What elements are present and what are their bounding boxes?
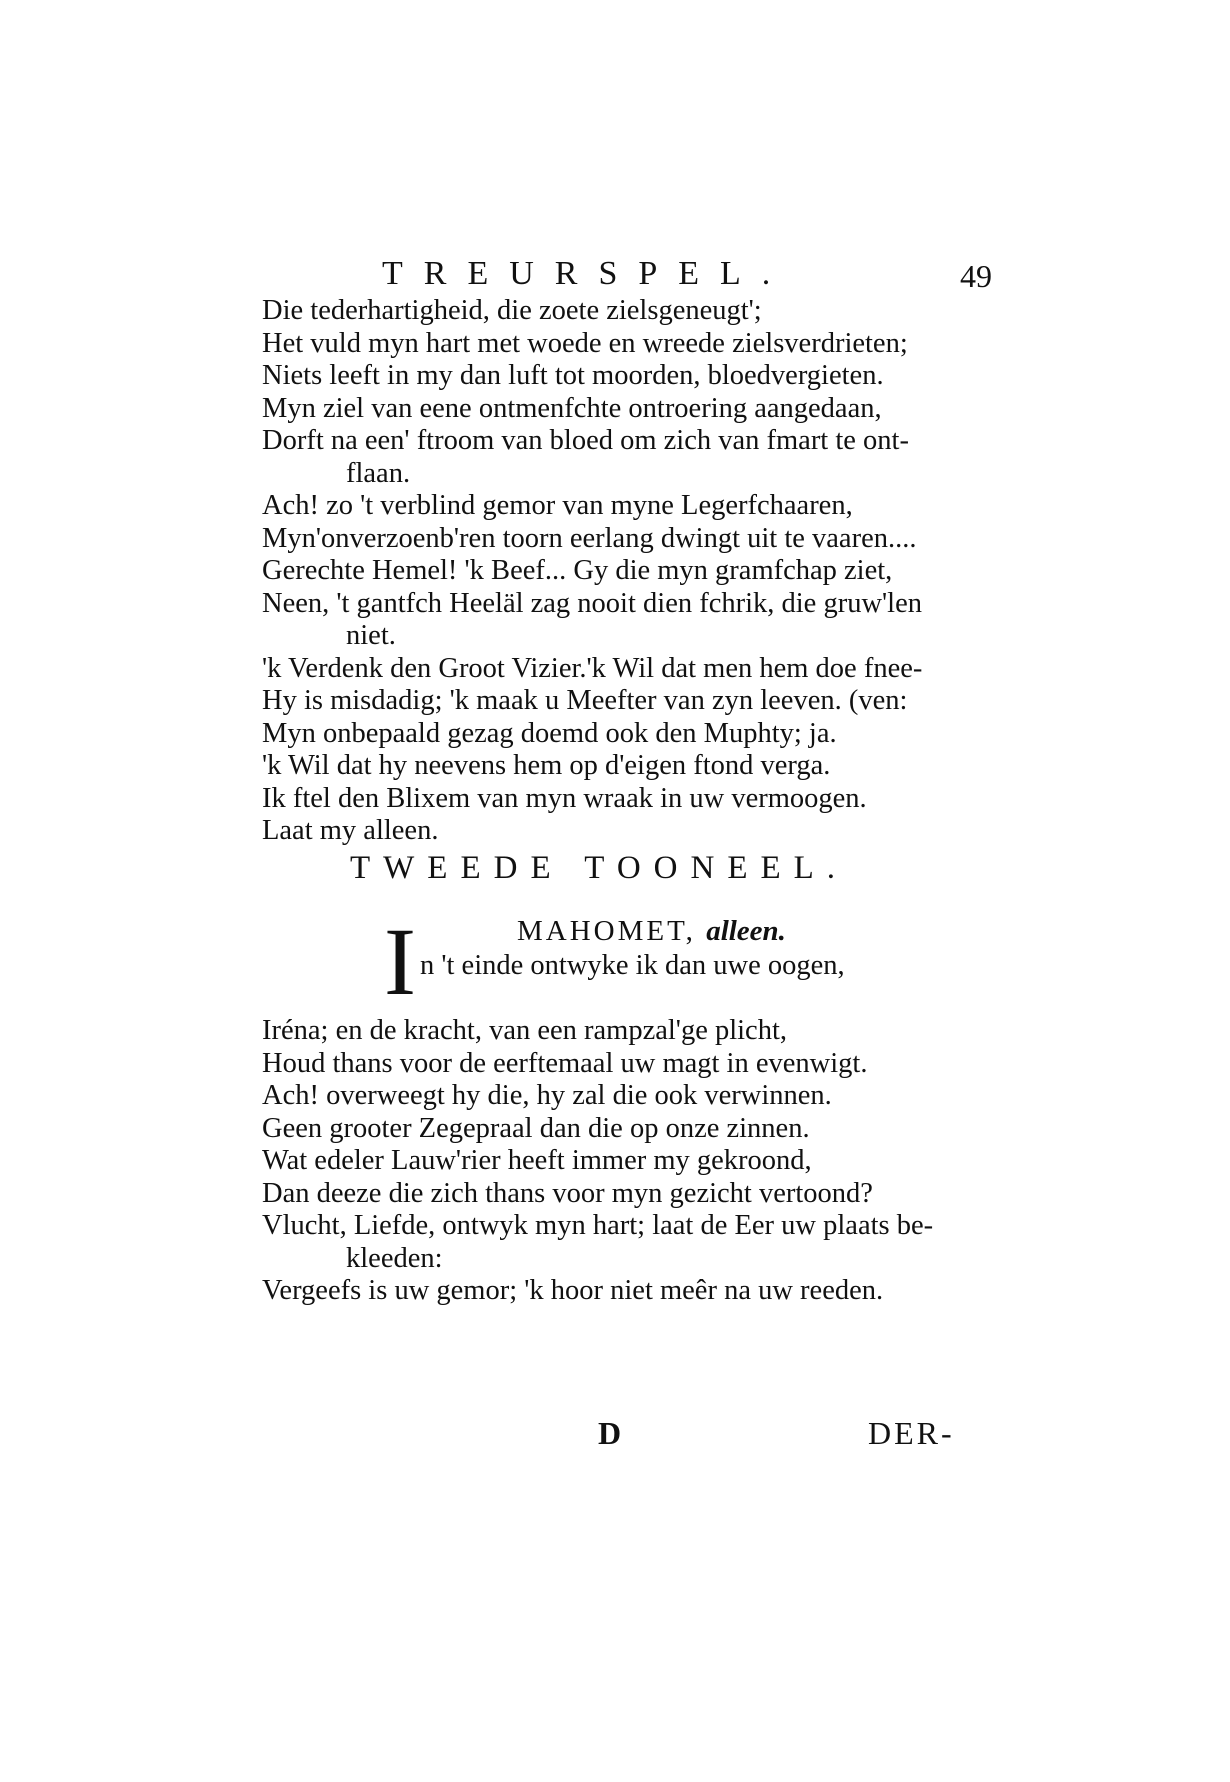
verse-line: Die tederhartigheid, die zoete zielsgeneugt'; xyxy=(262,295,762,326)
running-title: TREURSPEL. xyxy=(382,255,792,292)
verse-line: Het vuld myn hart met woede en wreede zielsverdrieten; xyxy=(262,327,908,359)
verse-line: Dorft na een' ftroom van bloed om zich van fmart te ont- xyxy=(262,425,909,456)
verse-line: Ik ftel den Blixem van myn wraak in uw vermoogen. xyxy=(262,782,867,814)
drop-cap: I xyxy=(384,908,416,1015)
verse-line: Iréna; en de kracht, van een rampzal'ge plicht, xyxy=(262,1015,787,1046)
verse-line-continuation: niet. xyxy=(346,620,396,651)
catchword: DER- xyxy=(868,1415,955,1451)
verse-line: Niets leeft in my dan luft tot moorden, bloedvergieten. xyxy=(262,360,884,391)
verse-line: Myn ziel van eene ontmenfchte ontroering aangedaan, xyxy=(262,392,882,424)
verse-line: Gerechte Hemel! 'k Beef... Gy die myn gramfchap ziet, xyxy=(262,555,893,586)
verse-line: Vlucht, Liefde, ontwyk myn hart; laat de Eer uw plaats be- xyxy=(262,1210,934,1241)
verse-line-continuation: kleeden: xyxy=(346,1242,443,1274)
verse-line: Geen grooter Zegepraal dan die op onze zinnen. xyxy=(262,1112,810,1144)
speaker-name: MAHOMET, xyxy=(517,915,696,947)
stage-direction: alleen. xyxy=(706,915,786,947)
verse-line: Ach! zo 't verblind gemor van myne Legerfchaaren, xyxy=(262,490,853,521)
verse-line: Myn'onverzoenb'ren toorn eerlang dwingt uit te vaaren.... xyxy=(262,522,917,554)
verse-block xyxy=(262,295,1002,848)
scene-heading: TWEEDE TOONEEL. xyxy=(350,850,849,886)
verse-line: Myn onbepaald gezag doemd ook den Muphty; ja. xyxy=(262,717,837,749)
verse-line-continuation: flaan. xyxy=(346,457,411,489)
first-verse-line: n 't einde ontwyke ik dan uwe oogen, xyxy=(420,950,845,981)
verse-line: 'k Verdenk den Groot Vizier.'k Wil dat men hem doe fnee- xyxy=(262,652,923,684)
speaker-line xyxy=(517,915,786,948)
verse-line: Ach! overweegt hy die, hy zal die ook verwinnen. xyxy=(262,1080,832,1111)
verse-line: Neen, 't gantfch Heeläl zag nooit dien fchrik, die gruw'len xyxy=(262,587,922,619)
verse-block-scene xyxy=(262,1015,1002,1308)
verse-line: Hy is misdadig; 'k maak u Meefter van zyn leeven. (ven: xyxy=(262,685,908,716)
signature-mark: D xyxy=(598,1415,622,1451)
verse-line: Laat my alleen. xyxy=(262,815,439,846)
verse-line: Vergeefs is uw gemor; 'k hoor niet meêr na uw reeden. xyxy=(262,1275,884,1306)
verse-line: Wat edeler Lauw'rier heeft immer my gekroond, xyxy=(262,1145,812,1176)
verse-line: Houd thans voor de eerftemaal uw magt in evenwigt. xyxy=(262,1047,868,1079)
verse-line: Dan deeze die zich thans voor myn gezicht vertoond? xyxy=(262,1177,873,1209)
verse-line: 'k Wil dat hy neevens hem op d'eigen ftond verga. xyxy=(262,750,831,781)
page-number: 49 xyxy=(960,258,992,294)
